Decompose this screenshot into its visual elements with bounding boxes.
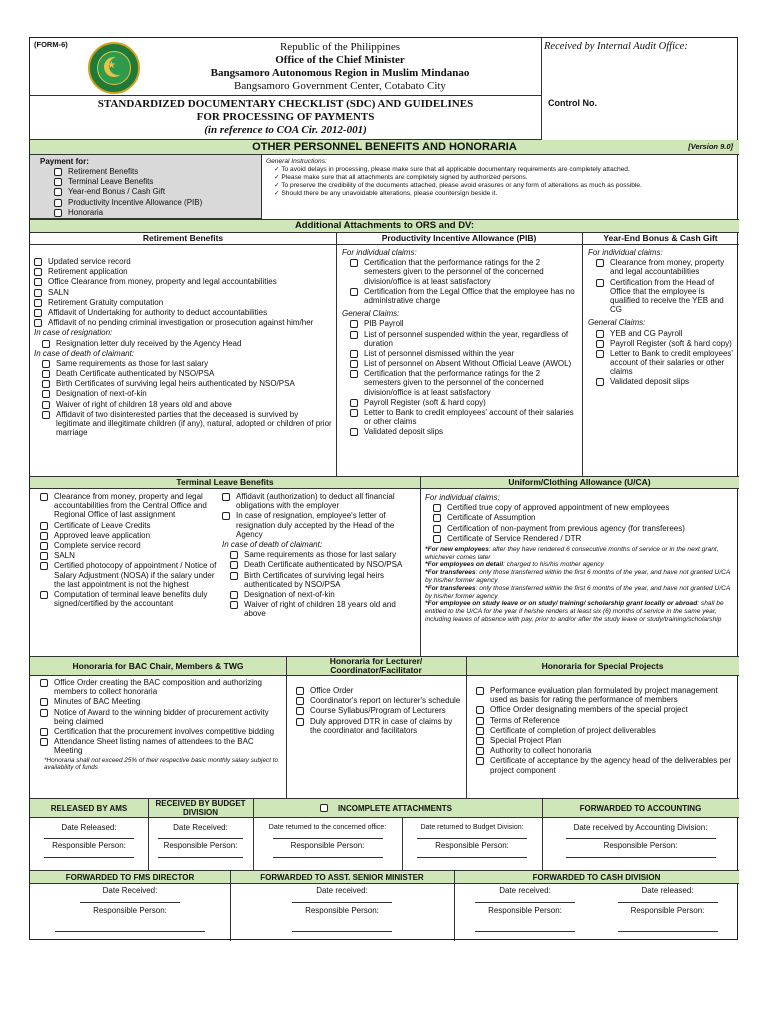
checkbox[interactable] — [476, 717, 484, 725]
responsible-person-label: Responsible Person: — [93, 906, 167, 916]
instruction-item: ✓ Should there be any unavoidable alterations, please countersign beside it. — [274, 190, 498, 197]
date-received-field[interactable] — [80, 902, 180, 903]
cash-received-cell — [454, 886, 596, 932]
checklist-item[interactable]: PIB Payroll — [350, 319, 578, 328]
checkbox[interactable] — [476, 687, 484, 695]
uca-header: Uniform/Clothing Allowance (U/CA) — [508, 477, 651, 487]
checkbox[interactable] — [40, 698, 48, 706]
payment-option-retirement[interactable]: Retirement Benefits — [54, 167, 259, 176]
checklist-item[interactable]: Same requirements as those for last salary — [42, 359, 332, 368]
checklist-item[interactable]: Notice of Award to the winning bidder of procurement activity being claimed — [40, 708, 280, 726]
resignation-label: In case of resignation: — [34, 328, 113, 338]
checklist-item[interactable]: Same requirements as those for last salary — [230, 550, 417, 559]
checkbox[interactable] — [40, 493, 48, 501]
pib-general-label: General Claims: — [342, 309, 400, 319]
responsible-person-label: Responsible Person: — [52, 841, 126, 851]
checklist-item[interactable]: Certificate of Leave Credits — [40, 521, 220, 530]
cash-released-cell — [596, 886, 739, 932]
lecturer-list — [296, 686, 462, 736]
checkbox[interactable] — [34, 278, 42, 286]
checklist-item[interactable]: In case of resignation, employee's letter of resignation duly accepted by the Head of the Agency — [222, 511, 417, 539]
checkbox[interactable] — [42, 411, 50, 419]
checkbox[interactable] — [350, 288, 358, 296]
responsible-person-field[interactable] — [158, 857, 243, 858]
checkbox[interactable] — [54, 168, 62, 176]
checklist-item[interactable]: Certificate of Assumption — [433, 513, 735, 522]
received-budget-cell — [148, 823, 253, 858]
checklist-item[interactable]: SALN — [40, 551, 220, 560]
checklist-item[interactable]: Letter to Bank to credit employees' account of their salaries or other claims — [596, 349, 736, 377]
special-header: Honoraria for Special Projects — [541, 661, 664, 671]
yeb-list — [588, 247, 736, 388]
checklist-item[interactable]: Office Clearance from money, property and legal accountabilities — [34, 277, 332, 286]
divider — [336, 233, 337, 476]
checkbox[interactable] — [40, 709, 48, 717]
checkbox[interactable] — [296, 697, 304, 705]
checkbox[interactable] — [350, 350, 358, 358]
pib-individual-label: For individual claims: — [342, 248, 417, 257]
check-icon: ✓ — [274, 166, 280, 173]
routing-row2-header — [30, 870, 739, 884]
payment-option-honoraria[interactable]: Honoraria — [54, 208, 259, 217]
payment-option-yeb-cash-gift[interactable]: Year-end Bonus / Cash Gift — [54, 187, 259, 196]
checkbox[interactable] — [296, 707, 304, 715]
title-line3: (in reference to COA Cir. 2012-001) — [204, 124, 367, 136]
checkbox[interactable] — [42, 340, 50, 348]
date-received-label: Date received: — [316, 886, 368, 895]
form-code: (FORM-6) — [34, 40, 68, 49]
check-icon: ✓ — [274, 190, 280, 197]
date-received-label: Date received: — [499, 886, 551, 895]
checkbox[interactable] — [230, 561, 238, 569]
date-returned-budget-field[interactable] — [417, 838, 527, 839]
bac-list — [40, 678, 280, 772]
checklist-item[interactable]: Affidavit of Undertaking for authority to deduct accountabilities — [34, 308, 332, 317]
checkbox[interactable] — [34, 258, 42, 266]
checklist-item[interactable]: Certification that the performance ratings for the 2 semesters given to the personnel of the concerned division/office is at least satisfactory — [350, 258, 578, 286]
checklist-item[interactable]: Authority to collect honoraria — [476, 746, 734, 755]
checkbox[interactable] — [476, 706, 484, 714]
released-ams-header: RELEASED BY AMS — [50, 804, 128, 813]
date-received-field[interactable] — [158, 838, 243, 839]
uca-list — [425, 492, 735, 624]
incomplete-header: INCOMPLETE ATTACHMENTS — [337, 804, 453, 813]
checkbox[interactable] — [34, 319, 42, 327]
pib-list — [342, 247, 578, 438]
retirement-list — [34, 257, 332, 438]
checklist-item[interactable]: Coordinator's report on lecturer's schedule — [296, 696, 462, 705]
asm-header: FORWARDED TO ASST. SENIOR MINISTER — [260, 873, 424, 882]
accounting-cell — [542, 823, 739, 858]
checkbox[interactable] — [296, 687, 304, 695]
date-released-field[interactable] — [618, 902, 718, 903]
checkbox[interactable] — [34, 299, 42, 307]
checklist-item[interactable]: Certificate of acceptance by the agency head of the deliverables per project component — [476, 756, 734, 774]
title-line1: STANDARDIZED DOCUMENTARY CHECKLIST (SDC) AND GUIDELINES — [97, 98, 474, 110]
terminal-col1 — [40, 492, 220, 609]
checkbox[interactable] — [42, 370, 50, 378]
checklist-item[interactable]: Payroll Register (soft & hard copy) — [596, 339, 736, 348]
checkbox[interactable] — [34, 289, 42, 297]
bac-note: *Honoraria shall not exceed 25% of their respective basic monthly salary subject to availability of funds — [44, 756, 279, 772]
payment-for-label: Payment for: — [40, 157, 89, 166]
checkbox[interactable] — [350, 399, 358, 407]
responsible-person-field[interactable] — [55, 931, 205, 932]
checkbox[interactable] — [433, 504, 441, 512]
responsible-person-field[interactable] — [273, 857, 383, 858]
control-no-label: Control No. — [548, 98, 597, 108]
checklist-item[interactable]: Updated service record — [34, 257, 332, 266]
date-returned-budget-label: Date returned to Budget Division: — [420, 824, 524, 831]
checkbox[interactable] — [42, 401, 50, 409]
checkbox[interactable] — [350, 259, 358, 267]
returned-office-cell — [253, 824, 402, 858]
checklist-item[interactable]: Certificate of completion of project deliverables — [476, 726, 734, 735]
checkbox[interactable] — [54, 209, 62, 217]
checkbox[interactable] — [476, 737, 484, 745]
checklist-item[interactable]: Duly approved DTR in case of claims by the coordinator and facilitators — [296, 717, 462, 735]
date-returned-office-field[interactable] — [273, 838, 383, 839]
fms-header: FORWARDED TO FMS DIRECTOR — [65, 873, 195, 882]
checklist-item[interactable]: Certification that the procurement involves competitive bidding — [40, 727, 280, 736]
honoraria-header-row — [30, 656, 739, 676]
checklist-item[interactable]: Validated deposit slips — [350, 427, 578, 436]
responsible-person-label: Responsible Person: — [488, 906, 562, 916]
instruction-item: ✓ To preserve the credibility of the documents attached, please avoid erasures or any form of alterations as much as possible. — [274, 182, 642, 189]
check-icon: ✓ — [274, 182, 280, 189]
terminal-death-label: In case of death of claimant: — [222, 539, 323, 549]
header-line1: Republic of the Philippines — [279, 41, 401, 53]
instruction-item: ✓ To avoid delays in processing, please make sure that all applicable documentary requirements are completely attached. — [274, 166, 630, 173]
checkbox[interactable] — [40, 591, 48, 599]
checkbox[interactable] — [596, 350, 604, 358]
checkbox[interactable] — [34, 268, 42, 276]
checkbox[interactable] — [40, 522, 48, 530]
checkbox[interactable] — [222, 512, 230, 520]
date-released-label: Date released: — [641, 886, 694, 895]
checklist-item[interactable]: List of personnel dismissed within the year — [350, 349, 578, 358]
responsible-person-field[interactable] — [618, 931, 718, 932]
checkbox[interactable] — [230, 601, 238, 609]
terminal-uca-header-row — [30, 476, 739, 489]
checkbox[interactable] — [230, 572, 238, 580]
checkbox[interactable] — [40, 532, 48, 540]
checklist-item[interactable]: Course Syllabus/Program of Lecturers — [296, 706, 462, 715]
responsible-person-field[interactable] — [417, 857, 527, 858]
checklist-item[interactable]: Retirement Gratuity computation — [34, 298, 332, 307]
received-by-audit: Received by Internal Audit Office: — [544, 41, 688, 52]
date-released-label: Date Released: — [61, 823, 117, 832]
checkbox[interactable] — [596, 378, 604, 386]
checklist-item[interactable]: Affidavit of no pending criminal investigation or prosecution against him/her — [34, 318, 332, 327]
bangsamoro-seal-logo: ★ — [88, 42, 140, 94]
checkbox[interactable] — [222, 493, 230, 501]
checklist-item[interactable]: Terms of Reference — [476, 716, 734, 725]
checklist-item[interactable]: Payroll Register (soft & hard copy) — [350, 398, 578, 407]
checklist-item[interactable]: Resignation letter duly received by the Agency Head — [42, 339, 332, 348]
checkbox[interactable] — [350, 428, 358, 436]
date-released-field[interactable] — [44, 838, 134, 839]
checkbox[interactable] — [433, 535, 441, 543]
bac-header: Honoraria for BAC Chair, Members & TWG — [72, 661, 244, 671]
payment-option-pib[interactable]: Productivity Incentive Allowance (PIB) — [54, 198, 259, 207]
checkbox[interactable] — [54, 199, 62, 207]
responsible-person-label: Responsible Person: — [603, 841, 678, 851]
benefits-header-row — [30, 233, 739, 245]
divider — [466, 656, 467, 798]
checklist-item[interactable]: List of personnel suspended within the year, regardless of duration — [350, 330, 578, 348]
responsible-person-field[interactable] — [44, 857, 134, 858]
cash-header: FORWARDED TO CASH DIVISION — [532, 873, 661, 882]
uca-note: *For transferees: only those transferred within the first 6 months of the year, and have not granted U/CA by his/her former agency — [425, 569, 731, 584]
checkbox[interactable] — [350, 370, 358, 378]
instructions-title: General Instructions: — [266, 158, 327, 165]
checkbox[interactable] — [476, 757, 484, 765]
header-line4: Bangsamoro Government Center, Cotabato City — [234, 80, 446, 92]
checklist-item[interactable]: Complete service record — [40, 541, 220, 550]
checklist-item[interactable]: Certified photocopy of appointment / Notice of Salary Adjustment (NOSA) if the salary under the last appointment is not the highest — [40, 561, 220, 589]
checkbox[interactable] — [42, 360, 50, 368]
checklist-item[interactable]: Clearance from money, property and legal accountabilities from the Central Office and Regional Office of last assignment — [40, 492, 220, 520]
responsible-person-label: Responsible Person: — [163, 841, 238, 851]
date-received-field[interactable] — [292, 902, 392, 903]
forwarded-accounting-header: FORWARDED TO ACCOUNTING — [579, 804, 702, 813]
checklist-item[interactable]: Validated deposit slips — [596, 377, 736, 386]
checklist-item[interactable]: Retirement application — [34, 267, 332, 276]
checkbox[interactable] — [596, 330, 604, 338]
title-block — [30, 96, 542, 140]
checklist-item[interactable]: Certification from the Head of Office that the employee is qualified to receive the YEB and CG — [596, 278, 736, 315]
payment-for-list — [54, 167, 259, 218]
uca-note: *For transferees: only those transferred within the first 6 months of the year, and have not granted U/CA by his/her former agency — [425, 584, 731, 600]
checkbox[interactable] — [40, 738, 48, 746]
checkbox[interactable] — [596, 279, 604, 287]
checkbox[interactable] — [54, 178, 62, 186]
checkbox[interactable] — [433, 525, 441, 533]
date-received-label: Date Received: — [173, 823, 228, 832]
checklist-item[interactable]: Special Project Plan — [476, 736, 734, 745]
checklist-item[interactable]: Clearance from money, property and legal accountabilities — [596, 258, 736, 276]
terminal-col2 — [222, 492, 417, 619]
terminal-header: Terminal Leave Benefits — [176, 477, 274, 487]
responsible-person-field[interactable] — [566, 857, 716, 858]
uca-note: *For new employees: after they have rendered 6 consecutive months of service or in the next grant, whichever comes later — [425, 545, 719, 561]
checkbox[interactable] — [42, 390, 50, 398]
checklist-item[interactable]: Computation of terminal leave benefits duly signed/certified by the accountant — [40, 590, 220, 608]
checklist-item[interactable]: Death Certificate authenticated by NSO/PSA — [230, 560, 417, 569]
checkbox[interactable] — [476, 727, 484, 735]
checklist-item[interactable]: Performance evaluation plan formulated by project management used as basis for rating the performance of members — [476, 686, 734, 704]
incomplete-checkbox[interactable] — [320, 804, 328, 812]
routing-row1-header — [30, 798, 739, 818]
checklist-item[interactable]: Certificate of Service Rendered / DTR — [433, 534, 735, 543]
payment-option-terminal-leave[interactable]: Terminal Leave Benefits — [54, 177, 259, 186]
date-returned-office-label: Date returned to the concerned office: — [268, 824, 387, 831]
uca-note: *For employees on detail: charged to his/his mother agency — [425, 561, 604, 569]
received-budget-header: RECEIVED BY BUDGET DIVISION — [155, 799, 246, 817]
responsible-person-label: Responsible Person: — [630, 906, 705, 916]
checklist-item[interactable]: Certification that the performance ratings for the 2 semesters given to the personnel of the concerned division/office is at least satisfactory — [350, 369, 578, 397]
section-title-bar — [30, 140, 739, 155]
checklist-item[interactable]: Birth Certificates of surviving legal heirs authenticated by NSO/PSA — [42, 379, 332, 388]
additional-attachments-title: Additional Attachments to ORS and DV: — [294, 220, 475, 231]
checkbox[interactable] — [296, 718, 304, 726]
special-list — [476, 686, 734, 776]
lecturer-header: Honoraria for Lecturer/ Coordinator/Facilitator — [329, 656, 423, 675]
checklist-item[interactable]: Affidavit (authorization) to deduct all financial obligations with the employer — [222, 492, 417, 510]
checkbox[interactable] — [350, 320, 358, 328]
date-received-field[interactable] — [475, 902, 575, 903]
checkbox[interactable] — [54, 188, 62, 196]
payment-for-block — [30, 155, 262, 219]
checkbox[interactable] — [350, 360, 358, 368]
checklist-item[interactable]: Affidavit of two disinterested parties that the deceased is survived by legitimate and illegitimate children (if any), natural, adopted or children of prior marriage — [42, 410, 332, 438]
header-titles — [140, 41, 540, 93]
version-label: [Version 9.0] — [688, 142, 733, 151]
checklist-item[interactable]: Certification of non-payment from previous agency (for transferees) — [433, 524, 735, 533]
checkbox[interactable] — [596, 340, 604, 348]
checklist-item[interactable]: Office Order designating members of the special project — [476, 705, 734, 714]
pib-header: Productivity Incentive Allowance (PIB) — [381, 233, 537, 243]
checklist-item[interactable]: Office Order — [296, 686, 462, 695]
yeb-general-label: General Claims: — [588, 318, 646, 328]
checklist-item[interactable]: Waiver of right of children 18 years old and above — [230, 600, 417, 618]
general-instructions — [266, 158, 736, 198]
checklist-item[interactable]: SALN — [34, 288, 332, 297]
checkbox[interactable] — [230, 551, 238, 559]
checklist-item[interactable]: List of personnel on Absent Without Official Leave (AWOL) — [350, 359, 578, 368]
checklist-item[interactable]: Approved leave application — [40, 531, 220, 540]
responsible-person-label: Responsible Person: — [305, 906, 379, 916]
checkbox[interactable] — [350, 409, 358, 417]
responsible-person-label: Responsible Person: — [290, 841, 365, 851]
checklist-item[interactable]: Certified true copy of approved appointment of new employees — [433, 503, 735, 512]
responsible-person-field[interactable] — [475, 931, 575, 932]
yeb-header: Year-End Bonus & Cash Gift — [603, 233, 718, 243]
checklist-item[interactable]: Office Order creating the BAC composition and authorizing members to collect honoraria — [40, 678, 280, 696]
checkbox[interactable] — [40, 542, 48, 550]
checkbox[interactable] — [596, 259, 604, 267]
yeb-individual-label: For individual claims: — [588, 248, 663, 257]
date-received-label: Date Received: — [102, 886, 158, 895]
responsible-person-field[interactable] — [292, 931, 392, 932]
section-title: OTHER PERSONNEL BENEFITS AND HONORARIA — [252, 141, 517, 153]
additional-attachments-bar — [30, 219, 739, 233]
checkbox[interactable] — [40, 728, 48, 736]
instruction-item: ✓ Please make sure that all attachments are completely signed by authorized persons. — [274, 174, 528, 181]
returned-budget-cell — [402, 824, 542, 858]
checklist-item[interactable]: Designation of next-of-kin — [230, 590, 417, 599]
checkbox[interactable] — [433, 514, 441, 522]
released-ams-cell — [30, 823, 148, 858]
death-label: In case of death of claimant: — [34, 348, 135, 358]
divider — [420, 476, 421, 656]
date-received-accounting-field[interactable] — [566, 838, 716, 839]
checkbox[interactable] — [230, 591, 238, 599]
checklist-item[interactable]: Certification from the Legal Office that the employee has no administrative charge — [350, 287, 578, 305]
title-line2: FOR PROCESSING OF PAYMENTS — [196, 111, 375, 123]
checklist-item[interactable]: Death Certificate authenticated by NSO/PSA — [42, 369, 332, 378]
responsible-person-label: Responsible Person: — [435, 841, 509, 851]
checklist-item[interactable]: YEB and CG Payroll — [596, 329, 736, 338]
uca-individual-label: For individual claims: — [425, 493, 500, 502]
checkbox[interactable] — [476, 747, 484, 755]
checkbox[interactable] — [350, 331, 358, 339]
fms-cell — [30, 886, 230, 932]
checkbox[interactable] — [40, 679, 48, 687]
header-block — [30, 38, 542, 96]
retirement-header: Retirement Benefits — [142, 233, 224, 243]
divider — [286, 656, 287, 798]
uca-note: *For employee on study leave or on study/ training/ scholarship grant locally or abroad: shall be entitled to the U/CA for the year if he/she renders at least six (6) months of service in the same year, including leaves of absence with pay, prior to and/or after the study leave or study/training/scholarship — [425, 600, 724, 623]
checkbox[interactable] — [42, 380, 50, 388]
divider — [582, 233, 583, 476]
date-received-accounting-label: Date received by Accounting Division: — [573, 823, 708, 832]
checklist-form — [29, 37, 738, 940]
checklist-item[interactable]: Birth Certificates of surviving legal heirs authenticated by NSO/PSA — [230, 571, 417, 589]
checklist-item[interactable]: Letter to Bank to credit employees' account of their salaries or other claims — [350, 408, 578, 426]
checklist-item[interactable]: Designation of next-of-kin — [42, 389, 332, 398]
asm-cell — [230, 886, 454, 932]
checkbox[interactable] — [40, 562, 48, 570]
checkbox[interactable] — [34, 309, 42, 317]
check-icon: ✓ — [274, 174, 280, 181]
header-line3: Bangsamoro Autonomous Region in Muslim Mindanao — [210, 67, 470, 79]
checklist-item[interactable]: Minutes of BAC Meeting — [40, 697, 280, 706]
checklist-item[interactable]: Attendance Sheet listing names of attendees to the BAC Meeting — [40, 737, 280, 755]
checkbox[interactable] — [40, 552, 48, 560]
header-line2: Office of the Chief Minister — [275, 54, 405, 66]
checklist-item[interactable]: Waiver of right of children 18 years old and above — [42, 400, 332, 409]
